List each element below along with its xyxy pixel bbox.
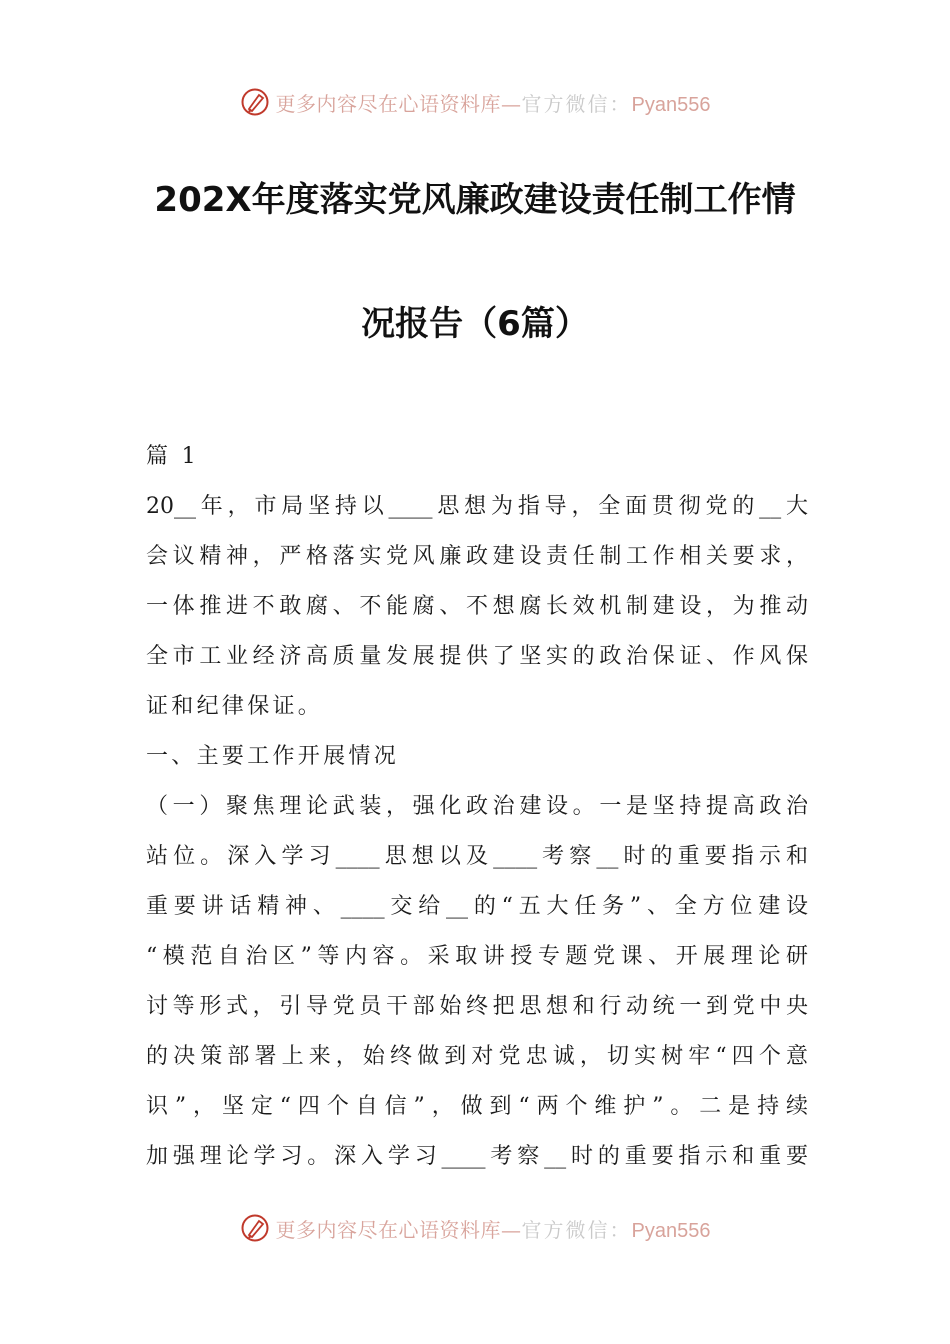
page-title-line-2: 况报告（6篇） <box>361 304 589 344</box>
body-line: 全市工业经济高质量发展提供了坚实的政治保证、作风保 <box>146 644 808 669</box>
page-title-line-1: 202X年度落实党风廉政建设责任制工作情 <box>154 180 796 220</box>
section-heading: 一、主要工作开展情况 <box>146 744 400 769</box>
body-line: 重要讲话精神、____交给__的“五大任务”、全方位建设 <box>146 894 808 919</box>
footer-watermark <box>0 1208 950 1248</box>
body-line: （一）聚焦理论武装，强化政治建设。一是坚持提高政治 <box>146 794 808 819</box>
body-line: 加强理论学习。深入学习____考察__时的重要指示和重要 <box>146 1144 808 1169</box>
pen-nib-icon <box>240 1213 270 1243</box>
watermark-account: Pyan556 <box>631 93 711 116</box>
body-line: 会议精神，严格落实党风廉政建设责任制工作相关要求， <box>146 544 808 569</box>
body-line: 证和纪律保证。 <box>146 694 324 719</box>
body-line: “模范自治区”等内容。采取讲授专题党课、开展理论研 <box>146 944 808 969</box>
watermark-prefix: 更多内容尽在心语资料库— <box>275 91 522 116</box>
body-line: 站位。深入学习____思想以及____考察__时的重要指示和 <box>146 844 808 869</box>
section-label: 篇 1 <box>146 444 199 469</box>
watermark-text <box>276 1214 711 1243</box>
watermark-wechat-label: 官方微信： <box>521 1217 632 1242</box>
body-line: 一体推进不敢腐、不能腐、不想腐长效机制建设，为推动 <box>146 594 808 619</box>
header-watermark <box>0 82 950 122</box>
pen-nib-icon <box>240 87 270 117</box>
body-line: 的决策部署上来，始终做到对党忠诚，切实树牢“四个意 <box>146 1044 808 1069</box>
watermark-wechat-label: 官方微信： <box>521 91 632 116</box>
body-line: 20__年，市局坚持以____思想为指导，全面贯彻党的__大 <box>146 494 808 519</box>
watermark-account: Pyan556 <box>631 1219 711 1242</box>
body-line: 讨等形式，引导党员干部始终把思想和行动统一到党中央 <box>146 994 808 1019</box>
watermark-prefix: 更多内容尽在心语资料库— <box>275 1217 522 1242</box>
document-body <box>146 432 808 1182</box>
body-line: 识”，坚定“四个自信”，做到“两个维护”。二是持续 <box>146 1094 808 1119</box>
watermark-text <box>276 88 711 117</box>
